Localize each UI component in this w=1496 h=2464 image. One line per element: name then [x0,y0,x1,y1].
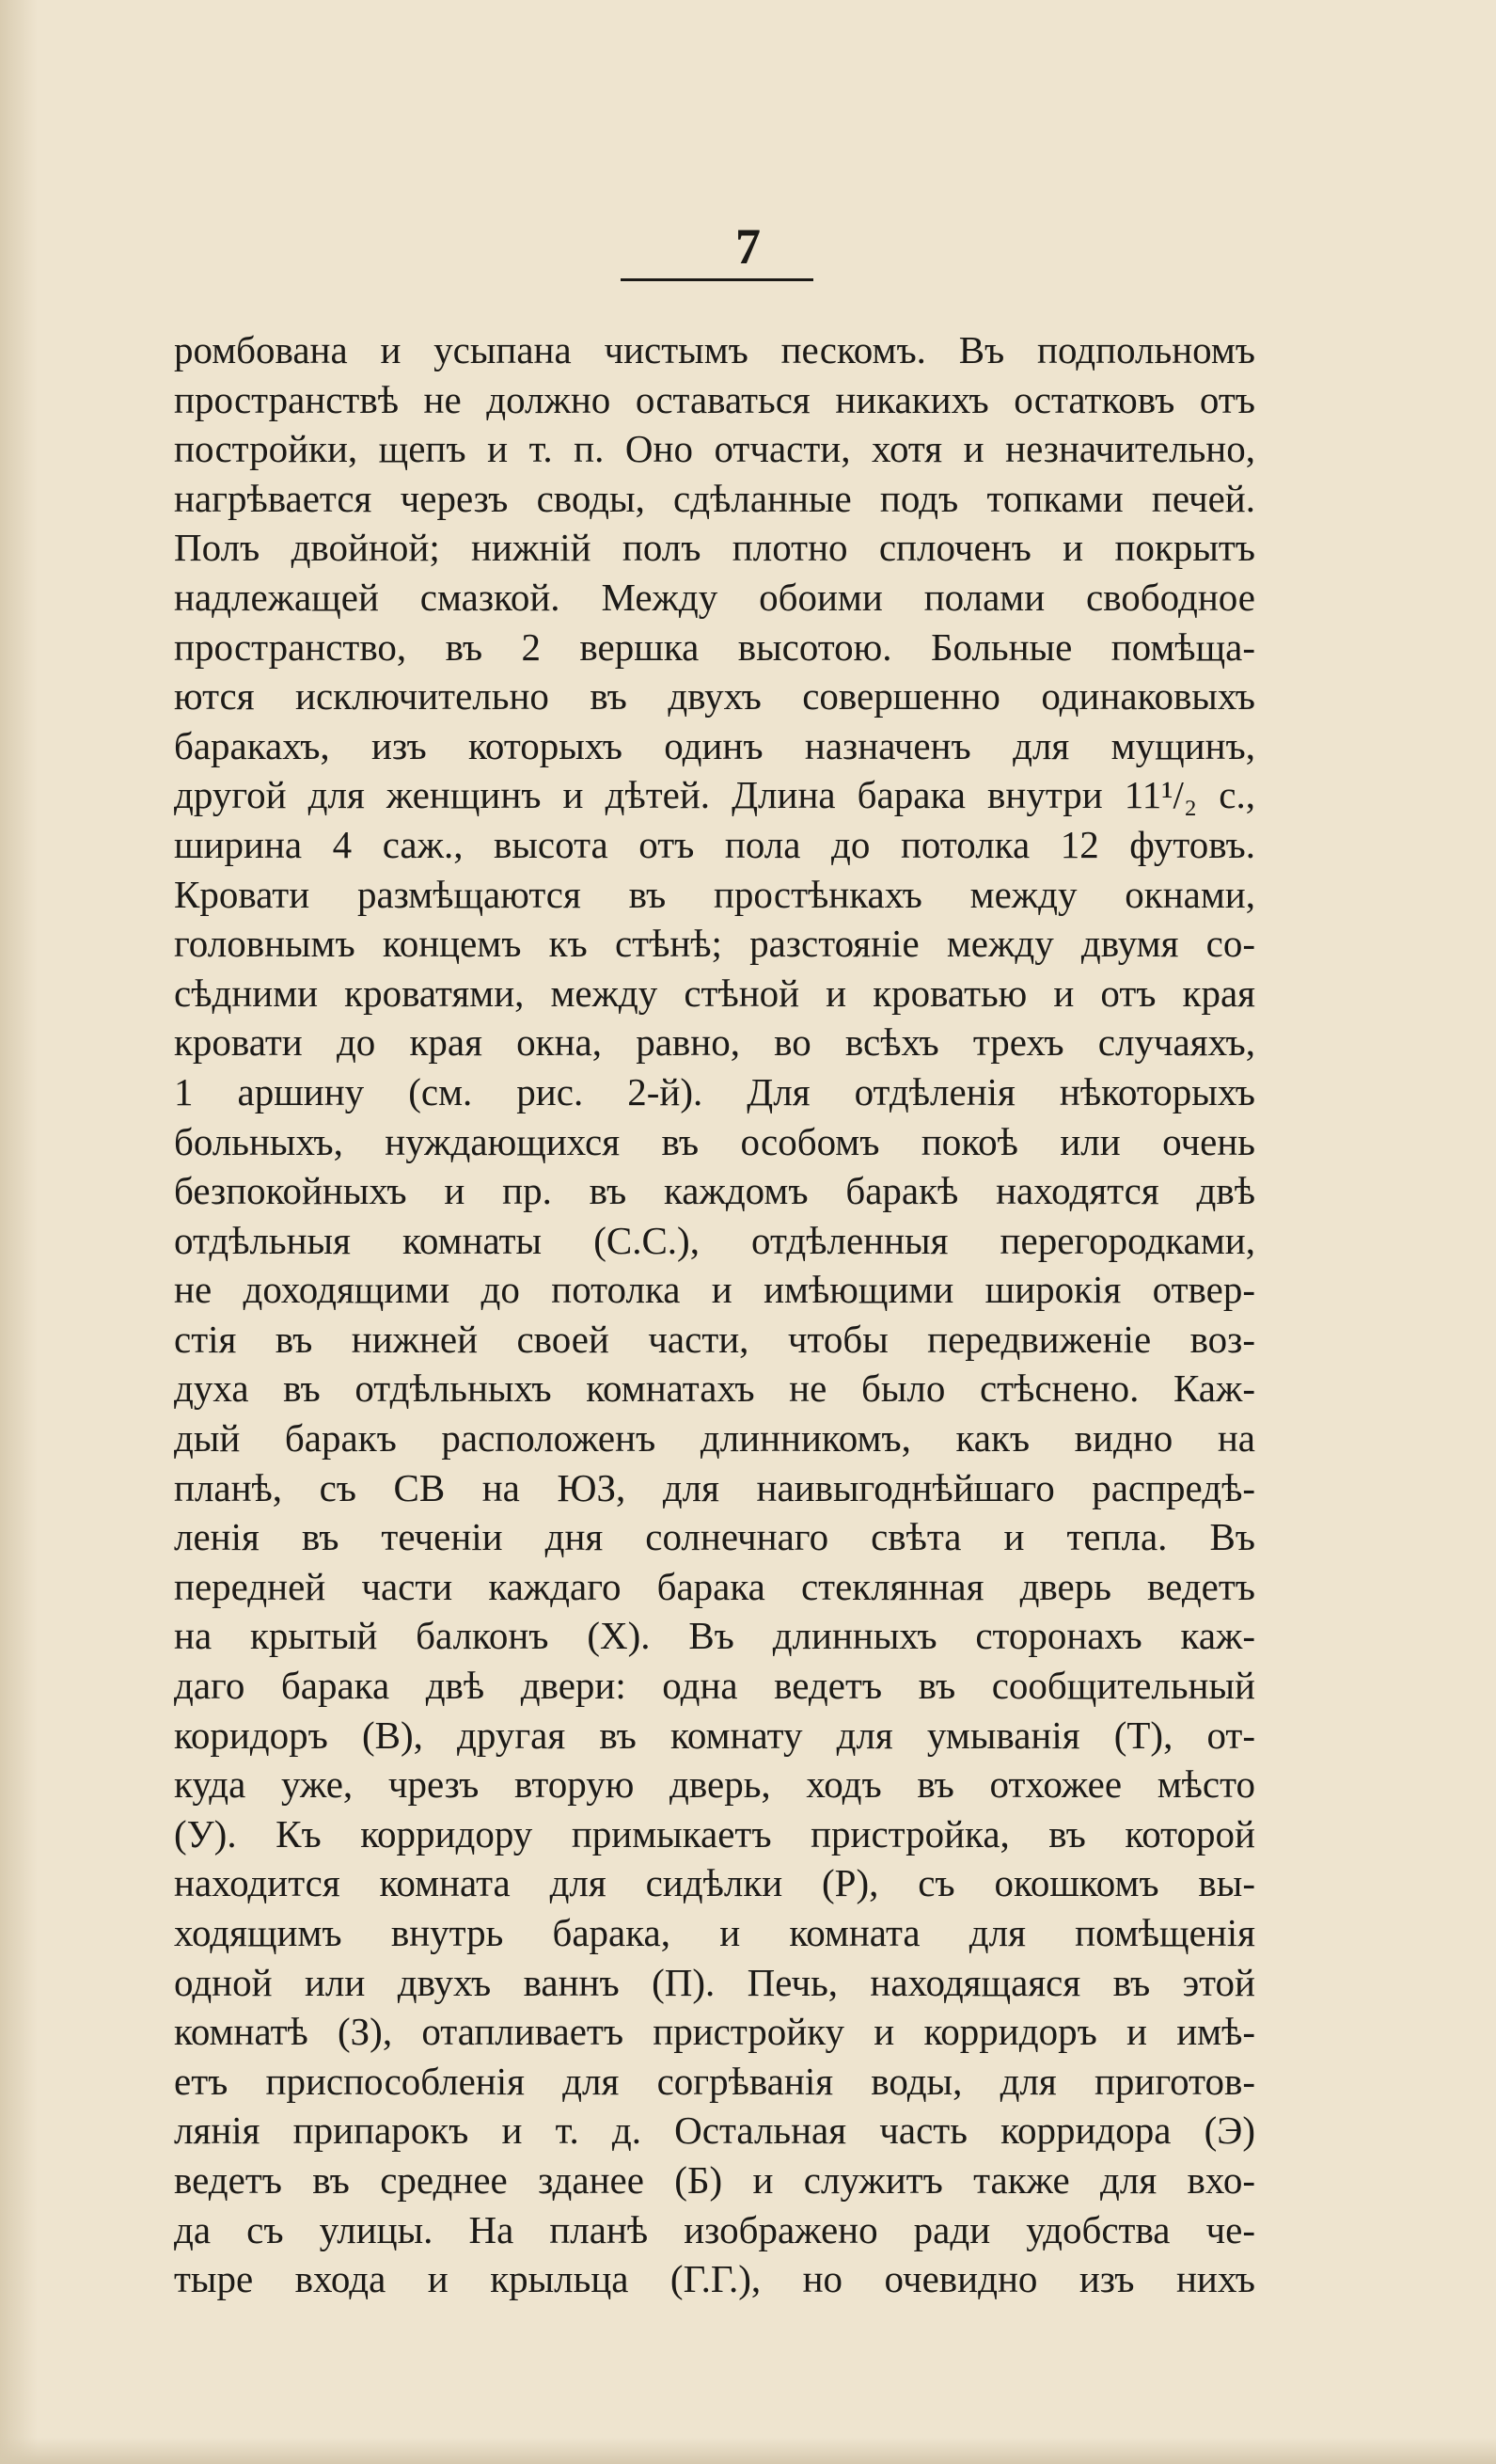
text-line: на крытый балконъ (Х). Въ длинныхъ сторонахъ каж- [174,1614,1255,1658]
text-line: другой для женщинъ и дѣтей. Длина барака внутри 11¹/₂ с., [174,773,1255,817]
text-line: ходящимъ внутрь барака, и комната для помѣщенiя [174,1911,1255,1954]
text-line: постройки, щепъ и т. п. Оно отчасти, хотя и незначительно, [174,427,1255,471]
text-line: духа въ отдѣльныхъ комнатахъ не было стѣснено. Каж- [174,1366,1255,1411]
text-line: да съ улицы. На планѣ изображено ради удобства че- [174,2207,1255,2251]
text-line: находится комната для сидѣлки (Р), съ окошкомъ вы- [174,1861,1255,1905]
text-line: Кровати размѣщаются въ простѣнкахъ между окнами, [174,872,1255,916]
text-line: 1 аршину (см. рис. 2-й). Для отдѣленiя нѣкоторыхъ [174,1069,1255,1114]
page-bottom-edge [0,2438,1496,2464]
text-line: планѣ, съ СВ на ЮЗ, для наивыгоднѣйшаго распредѣ- [174,1465,1255,1509]
page-number: 7 [735,218,761,275]
text-line: пространство, въ 2 вершка высотою. Больные помѣща- [174,624,1255,669]
text-line: куда уже, чрезъ вторую дверь, ходъ въ отхожее мѣсто [174,1762,1255,1807]
text-line: ленiя въ теченiи дня солнечнаго свѣта и тепла. Въ [174,1515,1255,1559]
text-line: (У). Къ корридору примыкаетъ пристройка, въ которой [174,1811,1255,1856]
text-line: нагрѣвается черезъ своды, сдѣланные подъ топками печей. [174,476,1255,520]
text-line: даго барака двѣ двери: одна ведетъ въ сообщительный [174,1664,1255,1708]
text-line: безпокойныхъ и пр. въ каждомъ баракѣ находятся двѣ [174,1169,1255,1213]
text-line: комнатѣ (З), отапливаетъ пристройку и корридоръ и имѣ- [174,2010,1255,2054]
text-line: коридоръ (В), другая въ комнату для умыванiя (Т), от- [174,1713,1255,1757]
text-line: стiя въ нижней своей части, чтобы передвиженiе воз- [174,1317,1255,1361]
text-line: ромбована и усыпана чистымъ пескомъ. Въ подпольномъ [174,328,1255,371]
text-line: лянiя припарокъ и т. д. Остальная часть корридора (Э) [174,2109,1255,2153]
text-line: сѣдними кроватями, между стѣной и кроватью и отъ края [174,971,1255,1015]
text-line: больныхъ, нуждающихся въ особомъ покоѣ или очень [174,1119,1255,1163]
text-line: не доходящими до потолка и имѣющими широкiя отвер- [174,1268,1255,1312]
page-left-edge [0,0,38,2464]
text-line: баракахъ, изъ которыхъ одинъ назначенъ для мущинъ, [174,723,1255,767]
text-line: етъ приспособленiя для согрѣванiя воды, для приготов- [174,2059,1255,2103]
text-line: Полъ двойной; нижнiй полъ плотно сплоченъ и покрытъ [174,526,1255,570]
body-text [174,325,1255,2304]
text-line: одной или двухъ ваннъ (П). Печь, находящаяся въ этой [174,1960,1255,2004]
text-line: отдѣльныя комнаты (С.С.), отдѣленныя перегородками, [174,1218,1255,1262]
text-line: тыре входа и крыльца (Г.Г.), но очевидно изъ нихъ [174,2257,1255,2301]
text-line: головнымъ концемъ къ стѣнѣ; разстоянiе между двумя со- [174,922,1255,966]
text-line: ведетъ въ среднее зданее (Б) и служитъ также для вхо- [174,2157,1255,2202]
text-line: кровати до края окна, равно, во всѣхъ трехъ случаяхъ, [174,1020,1255,1065]
text-line: ются исключительно въ двухъ совершенно одинаковыхъ [174,674,1255,719]
text-line: надлежащей смазкой. Между обоими полами свободное [174,575,1255,619]
text-line: ширина 4 саж., высота отъ пола до потолка 12 футовъ. [174,822,1255,866]
text-line: передней части каждаго барака стеклянная дверь ведетъ [174,1564,1255,1608]
text-line: пространствѣ не должно оставаться никакихъ остатковъ отъ [174,377,1255,421]
text-line: дый баракъ расположенъ длинникомъ, какъ видно на [174,1416,1255,1461]
header-rule [621,278,813,281]
